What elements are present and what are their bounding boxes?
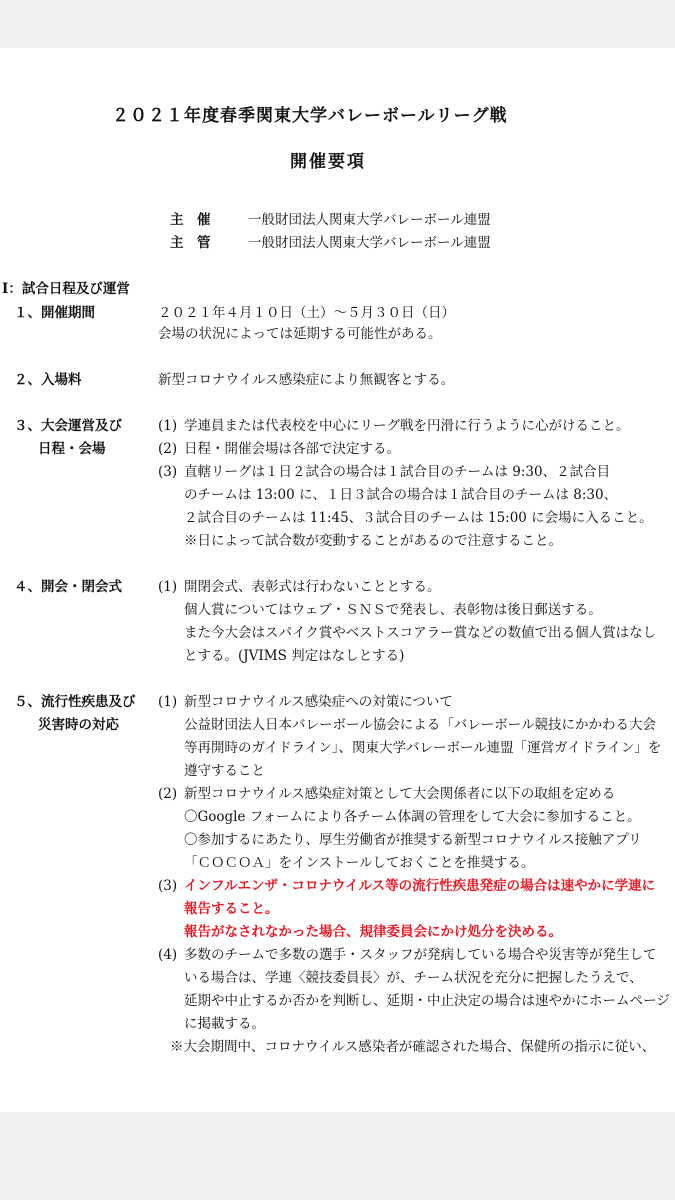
item4-p1-line: また今大会はスパイク賞やベストスコアラー賞などの数値で出る個人賞はなし — [184, 625, 657, 641]
manage-value: 一般財団法人関東大学バレーボール連盟 — [248, 235, 491, 251]
item5-p2-line: 「ＣＯＣＯＡ」をインストールしておくことを推奨する。 — [184, 855, 535, 871]
item5-p2-line: 〇参加するにあたり、厚生労働省が推奨する新型コロナウイルス接触アプリ — [184, 832, 642, 848]
item5-p2-line: 新型コロナウイルス感染症対策として大会関係者に以下の取組を定める — [184, 786, 616, 802]
item5-p1-line: 新型コロナウイルス感染症への対策について — [184, 694, 453, 710]
item2-label: ２、入場料 — [14, 372, 82, 388]
item5-label-cont: 災害時の対応 — [38, 717, 119, 733]
item3-p1-num: (1) — [158, 418, 178, 434]
item3-label: ３、大会運営及び — [14, 418, 122, 434]
item4-label: ４、開会・閉会式 — [14, 579, 122, 595]
host-value: 一般財団法人関東大学バレーボール連盟 — [248, 212, 491, 228]
manage-label: 主 管 — [170, 235, 211, 251]
item5-p1-line: 遵守すること — [184, 763, 265, 779]
item5-p4-line: 多数のチームで多数の選手・スタッフが発病している場合や災害等が発生して — [184, 947, 657, 963]
item5-p4-line: いる場合は、学連〈競技委員長〉が、チーム状況を充分に把握したうえで、 — [184, 970, 643, 986]
item5-p3-alert-line: 報告がなされなかった場合、規律委員会にかけ処分を決める。 — [184, 924, 562, 940]
item4-p1-line: 開閉会式、表彰式は行わないこととする。 — [184, 579, 441, 595]
item3-p3-line: ※日によって試合数が変動することがあるので注意すること。 — [184, 533, 562, 549]
item4-p1-line: とする。(JVIMS 判定はなしとする) — [184, 648, 405, 664]
item3-p2: 日程・開催会場は各部で決定する。 — [184, 441, 400, 457]
item3-p3-line: のチームは 13:00 に、１日３試合の場合は１試合目のチームは 8:30、 — [184, 487, 618, 503]
document-title: ２０２１年度春季関東大学バレーボールリーグ戦 — [112, 106, 508, 126]
item5-p1-line: 公益財団法人日本バレーボール協会による「バレーボール競技にかかわる大会 — [184, 717, 656, 733]
item5-p4-num: (4) — [158, 947, 178, 963]
item3-p3-line: ２試合目のチームは 11:45、３試合目のチームは 15:00 に会場に入ること。 — [184, 510, 653, 526]
item5-p4-line: に掲載する。 — [184, 1016, 265, 1032]
item5-note: ※大会期間中、コロナウイルス感染者が確認された場合、保健所の指示に従い、 — [170, 1039, 656, 1055]
item1-line: ２０２１年４月１０日（土）～５月３０日（日） — [158, 305, 455, 321]
item3-p2-num: (2) — [158, 441, 178, 457]
item1-label: １、開催期間 — [14, 305, 95, 321]
item3-p3-num: (3) — [158, 464, 178, 480]
item4-p1-num: (1) — [158, 579, 178, 595]
item5-p1-num: (1) — [158, 694, 178, 710]
section-heading: Ⅰ：試合日程及び運営 — [2, 281, 130, 297]
document-page — [0, 48, 675, 1112]
item5-label: ５、流行性疾患及び — [14, 694, 136, 710]
item5-p2-line: 〇Google フォームにより各チーム体調の管理をして大会に参加すること。 — [184, 809, 641, 825]
item3-p3-line: 直轄リーグは１日２試合の場合は１試合目のチームは 9:30、２試合目 — [184, 464, 611, 480]
host-label: 主 催 — [170, 212, 211, 228]
item5-p2-num: (2) — [158, 786, 178, 802]
item3-p1: 学連員または代表校を中心にリーグ戦を円滑に行うように心がけること。 — [184, 418, 630, 434]
item1-line: 会場の状況によっては延期する可能性がある。 — [158, 326, 442, 342]
item3-label-cont: 日程・会場 — [38, 441, 106, 457]
item5-p1-line: 等再開時のガイドライン」、関東大学バレーボール連盟「運営ガイドライン」を — [184, 740, 662, 756]
item5-p3-alert-line: 報告すること。 — [184, 901, 279, 917]
item5-p4-line: 延期や中止するか否かを判断し、延期・中止決定の場合は速やかにホームページ — [184, 993, 670, 1009]
item2-line: 新型コロナウイルス感染症により無観客とする。 — [158, 372, 455, 388]
item4-p1-line: 個人賞についてはウェブ・ＳＮＳで発表し、表彰物は後日郵送する。 — [184, 602, 602, 618]
document-subtitle: 開催要項 — [290, 152, 366, 172]
item5-p3-num: (3) — [158, 878, 178, 894]
item5-p3-alert-line: インフルエンザ・コロナウイルス等の流行性疾患発症の場合は速やかに学連に — [184, 878, 656, 894]
